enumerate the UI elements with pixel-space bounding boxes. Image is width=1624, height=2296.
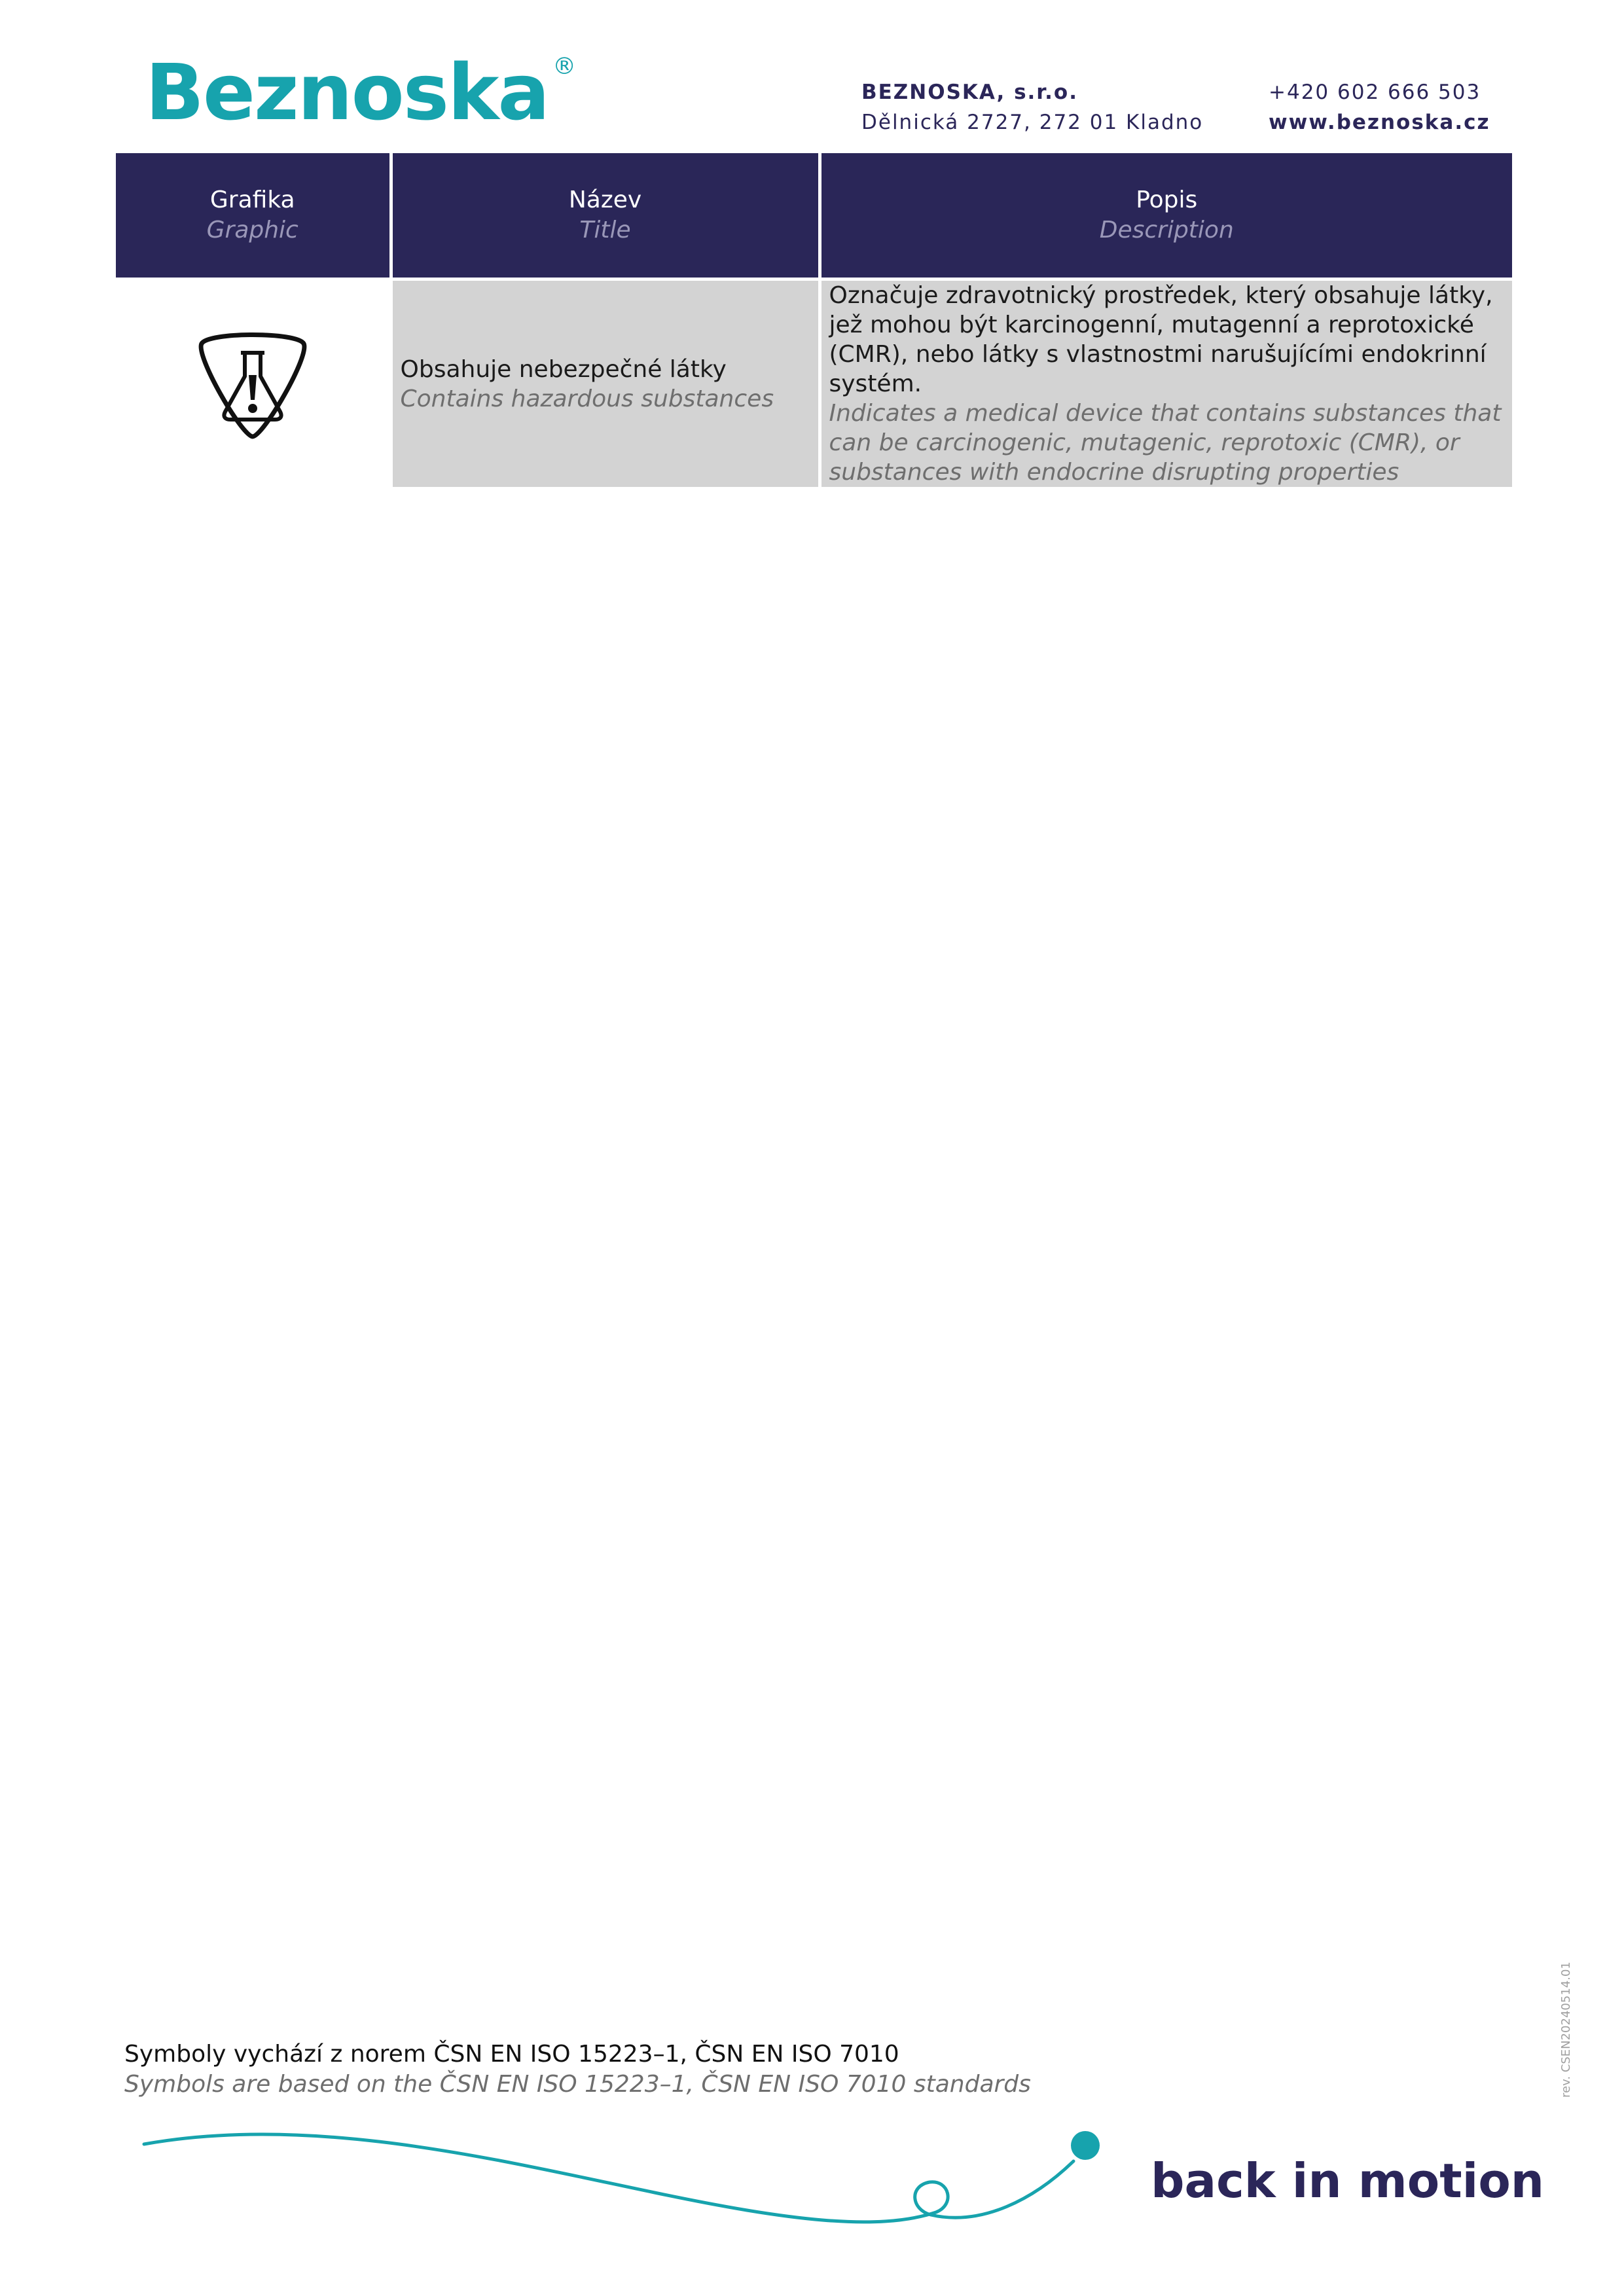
wave-end-dot bbox=[1071, 2131, 1100, 2160]
symbol-title-cz: Obsahuje nebezpečné látky bbox=[400, 355, 727, 383]
symbol-description-en: Indicates a medical device that contains substances that can be carcinogenic, mutagenic, reprotoxic (CMR), or substances with endocrine disrupting properties bbox=[829, 400, 1502, 486]
tagline: back in motion bbox=[1151, 2153, 1545, 2208]
column-header-graphic-cz: Grafika bbox=[209, 187, 295, 213]
revision-code: rev. CSEN20240514.01 bbox=[1559, 1962, 1573, 2098]
standards-note-en: Symbols are based on the ČSN EN ISO 15223–1, ČSN EN ISO 7010 standards bbox=[124, 2071, 1031, 2098]
symbol-description-cz: Označuje zdravotnický prostředek, který obsahuje látky, jež mohou být karcinogenní, mutagenní a reprotoxické (CMR), nebo látky s vlastnostmi narušujícími endokrinní systém. bbox=[829, 282, 1493, 397]
logo-text: Beznoska bbox=[145, 47, 549, 137]
phone-number: +420 602 666 503 bbox=[1269, 81, 1481, 104]
company-name: BEZNOSKA, s.r.o. bbox=[861, 81, 1079, 104]
standards-note-cz: Symboly vychází z norem ČSN EN ISO 15223–1, ČSN EN ISO 7010 bbox=[124, 2041, 899, 2068]
website-link[interactable]: www.beznoska.cz bbox=[1269, 111, 1490, 134]
symbol-title-en: Contains hazardous substances bbox=[400, 385, 774, 412]
company-address: Dělnická 2727, 272 01 Kladno bbox=[861, 111, 1204, 134]
column-header-title-en: Title bbox=[579, 217, 631, 243]
column-header-description-en: Description bbox=[1099, 217, 1234, 243]
column-header-description-cz: Popis bbox=[1136, 187, 1198, 213]
column-header-graphic-en: Graphic bbox=[206, 217, 298, 243]
registered-mark: ® bbox=[552, 53, 575, 80]
column-header-title-cz: Název bbox=[568, 187, 642, 213]
